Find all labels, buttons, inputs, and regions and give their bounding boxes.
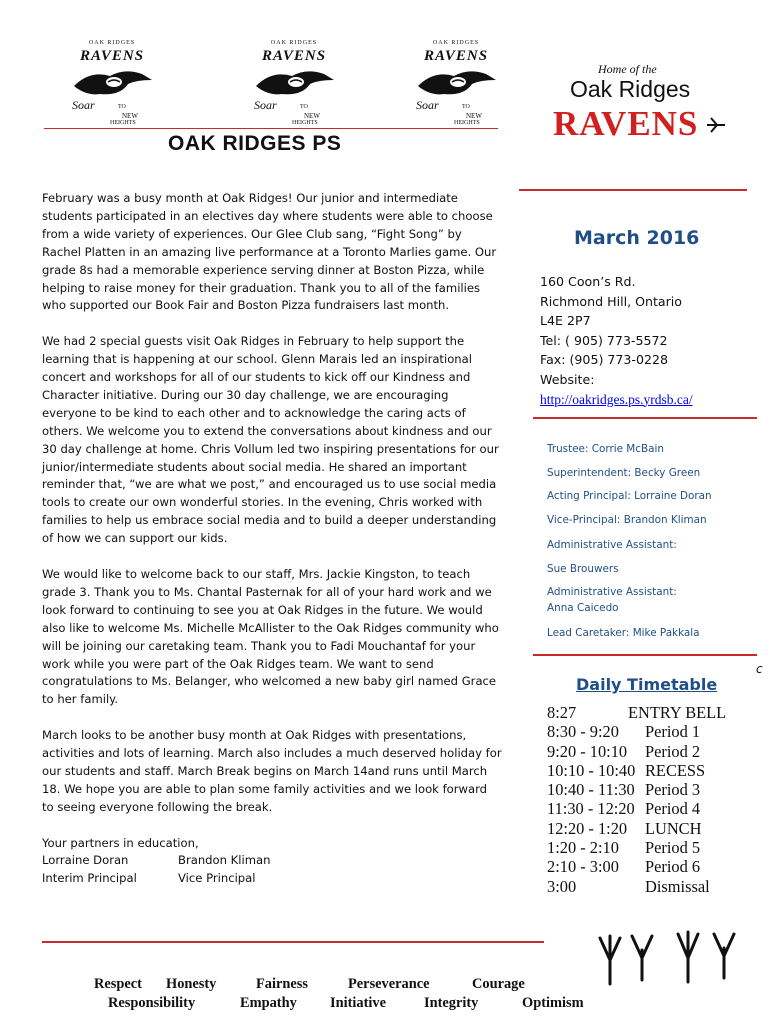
sidebar-top-rule — [519, 189, 747, 191]
staff-vice-principal: Vice-Principal: Brandon Kliman — [547, 514, 707, 526]
timetable-row — [547, 857, 726, 876]
timetable-row — [547, 703, 726, 722]
website-link[interactable]: http://oakridges.ps.yrdsb.ca/ — [540, 391, 693, 407]
logo-heights: HEIGHTS — [292, 120, 318, 126]
staff-caretaker: Lead Caretaker: Mike Pakkala — [547, 627, 700, 639]
timetable-time: 8:27 — [547, 703, 577, 722]
ravens-logo-1 — [52, 40, 172, 130]
timetable-time: 2:10 - 3:00 — [547, 857, 619, 877]
timetable-title: Daily Timetable — [576, 675, 718, 694]
website-label: Website: — [540, 371, 595, 387]
page-title: OAK RIDGES PS — [168, 132, 342, 155]
header-rule — [44, 128, 498, 129]
logo-name: RAVENS — [423, 48, 489, 64]
staff-trustee: Trustee: Corrie McBain — [547, 443, 664, 455]
value-courage: Courage — [472, 976, 525, 992]
timetable-time: 10:10 - 10:40 — [547, 760, 636, 780]
value-perseverance: Perseverance — [348, 976, 430, 992]
timetable-time: 11:30 - 12:20 — [547, 799, 635, 819]
timetable-time: 8:30 - 9:20 — [547, 722, 619, 742]
timetable-event: Period 1 — [645, 722, 701, 742]
sidebar-rule-3 — [533, 654, 757, 656]
newsletter-paragraph: March looks to be another busy month at Oak Ridges with presentations, activities and lots of learning. March also includes a much deserved holiday for our students and staff. March Break begins on March 14and runs until March 18. We hope you are able to plan some family activities and we look forward to seeing everyone following the break. — [42, 728, 502, 814]
value-optimism: Optimism — [522, 995, 584, 1011]
signature-titles — [42, 870, 502, 888]
timetable-event: Period 6 — [645, 857, 701, 877]
raven-icon — [252, 66, 336, 100]
timetable-event: Period 5 — [645, 838, 701, 858]
staff-admin-name: Sue Brouwers — [547, 563, 619, 575]
raven-icon — [414, 66, 498, 100]
timetable-event: Dismissal — [645, 876, 710, 896]
raven-icon — [70, 66, 154, 100]
sidebar-rule-2 — [533, 417, 757, 419]
staff-admin-label: Administrative Assistant: — [547, 539, 677, 551]
value-responsibility: Responsibility — [108, 995, 196, 1011]
timetable-row — [547, 819, 726, 838]
staff-admin-name-2: Anna Caicedo — [547, 602, 619, 614]
logo-school-small: OAK RIDGES — [88, 40, 136, 46]
logo-soar: Soar — [254, 98, 277, 112]
ravens-logo-3 — [396, 40, 516, 130]
value-respect: Respect — [94, 976, 142, 992]
value-initiative: Initiative — [330, 995, 386, 1011]
logo-school-small: OAK RIDGES — [270, 40, 318, 46]
logo-to: TO — [462, 104, 470, 110]
stray-character: c — [756, 662, 763, 676]
logo-soar: Soar — [72, 98, 95, 112]
logo-new: NEW — [466, 112, 482, 120]
oak-ridges-title: Oak Ridges — [570, 76, 691, 102]
logo-to: TO — [300, 104, 308, 110]
logo-heights: HEIGHTS — [110, 120, 136, 126]
timetable-time: 1:20 - 2:10 — [547, 838, 619, 858]
staff-acting-principal: Acting Principal: Lorraine Doran — [547, 490, 712, 502]
signer2-title: Vice Principal — [178, 871, 256, 886]
timetable-time: 12:20 - 1:20 — [547, 818, 628, 838]
ravens-title: RAVENS — [553, 104, 699, 143]
school-address — [540, 272, 693, 409]
timetable-event: Period 3 — [645, 780, 701, 800]
postal-code: L4E 2P7 — [540, 313, 591, 329]
timetable-event: Period 4 — [645, 799, 701, 819]
timetable-row — [547, 722, 726, 741]
logo-to: TO — [118, 104, 126, 110]
ravens-logo-2 — [234, 40, 354, 130]
signer2-name: Brandon Kliman — [178, 853, 271, 868]
fax-number: Fax: (905) 773-0228 — [540, 352, 669, 368]
logo-new: NEW — [304, 112, 320, 120]
signer1-name: Lorraine Doran — [42, 853, 129, 868]
timetable-row — [547, 742, 726, 761]
timetable-event: ENTRY BELL — [628, 703, 727, 722]
timetable-row — [547, 877, 726, 896]
newsletter-paragraph: February was a busy month at Oak Ridges! Our junior and intermediate students participated in an electives day where students were able to choose from a wide variety of experiences. Our Glee Club sang, “Fight Song” by Rachel Platten in an amazing live performance at a Toronto Marlies game. Our grade 8s had a memorable experience serving dinner at Boston Pizza, while helping to raise money for their graduation. Thank you to all of the families who supported our Book Fair and Boston Pizza fundraisers last month. — [42, 191, 497, 313]
value-honesty: Honesty — [166, 976, 217, 992]
timetable — [547, 703, 726, 896]
newsletter-paragraph: We had 2 special guests visit Oak Ridges in February to help support the learning that is happening at our school. Glenn Marais led an inspirational concert and workshops for all of our students to kick off our Kindness and Character initiative. During our 30 day challenge, we are encouraging everyone to be kind to each other and to acknowledge the caring acts of others. We welcome you to extend the conversations about kindness and our 30 day challenge at home. Chris Vollum led two inspiring presentations for our junior/intermediate students about social media. He shared an important reminder that, “we are what we post,” and encouraged us to use social media tools to create our own wonderful stories. In the evening, Chris worked with families to help us embrace social media and to build a deeper understanding of how we can support our kids. — [42, 334, 499, 546]
signature-names — [42, 852, 502, 870]
staff-superintendent: Superintendent: Becky Green — [547, 467, 701, 479]
logo-name: RAVENS — [79, 48, 145, 64]
staff-admin-label-2: Administrative Assistant: — [547, 586, 677, 598]
timetable-row — [547, 838, 726, 857]
logo-school-small: OAK RIDGES — [432, 40, 480, 46]
timetable-event: Period 2 — [645, 741, 701, 761]
timetable-row — [547, 761, 726, 780]
phone-number: Tel: ( 905) 773-5572 — [540, 332, 668, 348]
home-of-label: Home of the — [598, 62, 657, 76]
newsletter-body — [42, 190, 502, 888]
timetable-time: 3:00 — [547, 876, 577, 896]
timetable-row — [547, 799, 726, 818]
logo-soar: Soar — [416, 98, 439, 112]
issue-date: March 2016 — [574, 227, 700, 249]
closing-line: Your partners in education, — [42, 835, 199, 850]
value-integrity: Integrity — [424, 995, 479, 1011]
address-line1: 160 Coon’s Rd. — [540, 274, 636, 289]
timetable-event: LUNCH — [645, 818, 702, 838]
timetable-time: 10:40 - 11:30 — [547, 780, 635, 800]
timetable-event: RECESS — [645, 760, 706, 780]
newsletter-paragraph: We would like to welcome back to our staff, Mrs. Jackie Kingston, to teach grade 3. Thank you to Ms. Chantal Pasternak for all of your hard work and we look forward to continuing to see you at Oak Ridges in the future. We would also like to welcome Ms. Michelle McAllister to the Oak Ridges community who will be joining our caretaking team. Thank you to Fadi Mouchantaf for your work while you were part of the Oak Ridges team. We want to send congratulations to Ms. Belanger, who welcomed a new baby girl named Grace to her family. — [42, 567, 499, 707]
signer1-title: Interim Principal — [42, 871, 137, 886]
value-fairness: Fairness — [256, 976, 308, 992]
address-line2: Richmond Hill, Ontario — [540, 293, 683, 309]
logo-new: NEW — [122, 112, 138, 120]
value-empathy: Empathy — [240, 995, 297, 1011]
timetable-row — [547, 780, 726, 799]
raven-track-icon — [705, 116, 727, 134]
footer-rule — [42, 941, 544, 943]
timetable-time: 9:20 - 10:10 — [547, 741, 628, 761]
logo-heights: HEIGHTS — [454, 120, 480, 126]
logo-name: RAVENS — [261, 48, 327, 64]
raven-tracks-icon — [592, 930, 742, 990]
